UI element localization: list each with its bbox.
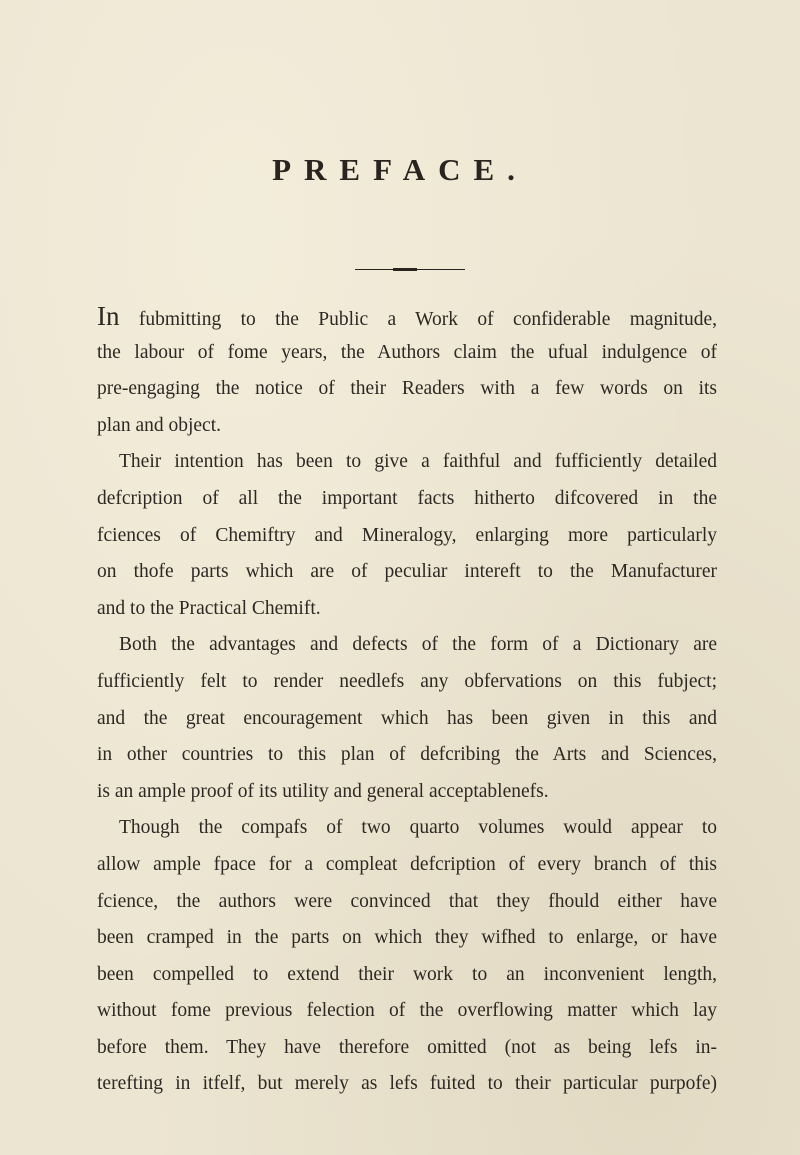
text-line: and the great encouragement which has been given in this and [97,707,717,729]
text-line: terefting in itfelf, but merely as lefs fuited to their particular purpofe) [97,1073,717,1095]
text-line: In fubmitting to the Public a Work of confiderable magnitude, [97,301,717,331]
text-line: allow ample fpace for a compleat defcription of every branch of this [97,853,717,875]
text-line: pre-engaging the notice of their Readers with a few words on its [97,378,717,400]
text-line: is an ample proof of its utility and general acceptablenefs. [97,780,549,802]
ornamental-rule [355,268,465,271]
text-line: fufficiently felt to render needlefs any obfervations on this fubject; [97,670,717,692]
text-line: Their intention has been to give a faithful and fufficiently detailed [119,451,717,473]
text-line: Both the advantages and defects of the form of a Dictionary are [119,634,717,656]
text-line: and to the Practical Chemift. [97,597,321,619]
text-line: the labour of fome years, the Authors claim the ufual indulgence of [97,341,717,363]
text-line: been compelled to extend their work to an inconvenient length, [97,963,717,985]
page-title: PREFACE. [272,152,528,187]
preface-body [97,298,717,1103]
text-line: plan and object. [97,414,221,436]
text-line: been cramped in the parts on which they wifhed to enlarge, or have [97,927,717,949]
text-line: fcience, the authors were convinced that they fhould either have [97,890,717,912]
text-line: before them. They have therefore omitted (not as being lefs in- [97,1036,717,1058]
initial: In [97,301,120,331]
text-line: in other countries to this plan of defcribing the Arts and Sciences, [97,744,717,766]
text-line: without fome previous felection of the overflowing matter which lay [97,1000,717,1022]
text-line: defcription of all the important facts hitherto difcovered in the [97,487,717,509]
text-line: Though the compafs of two quarto volumes would appear to [119,817,717,839]
text-line: on thofe parts which are of peculiar intereft to the Manufacturer [97,561,717,583]
text-line: fciences of Chemiftry and Mineralogy, enlarging more particularly [97,524,717,546]
